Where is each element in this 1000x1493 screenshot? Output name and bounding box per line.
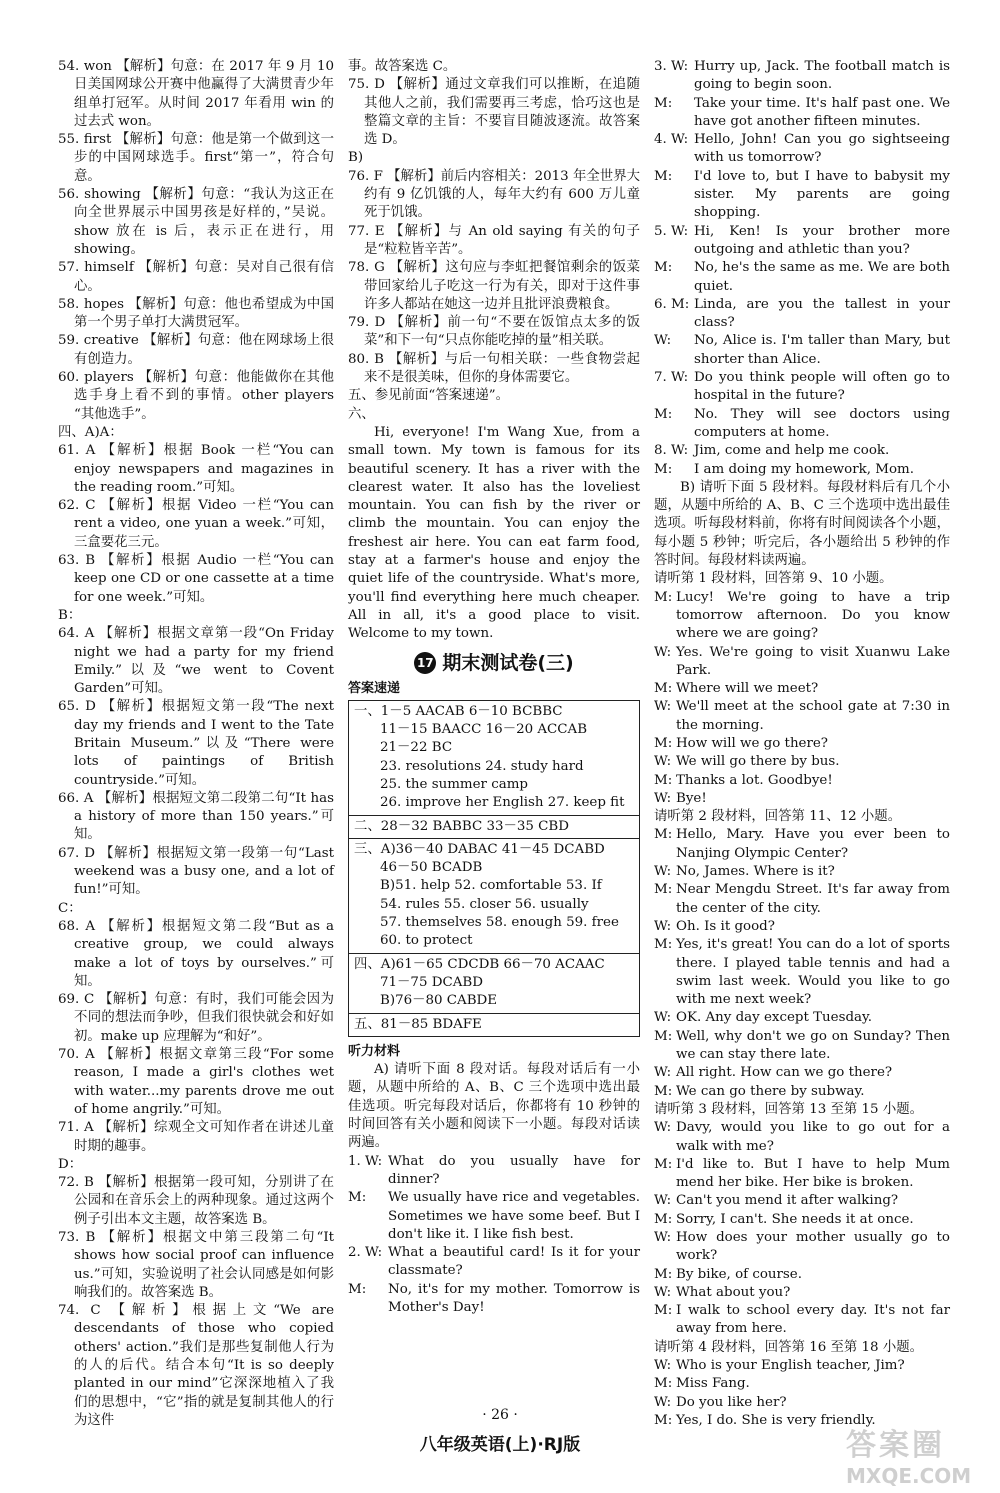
dialogue-line (654, 332, 950, 369)
exam-title-text: 期末测试卷(三) (442, 651, 574, 674)
dialogue-text: Jim, come and help me cook. (694, 443, 890, 459)
dialogue-line (654, 1375, 950, 1393)
explanation-item: 55. first 【解析】句意：他是第一个做到这一步的中国网球选手。first“第一”，符合句意。 (58, 132, 334, 184)
explanation-item: 74. C 【解析】根据上文“We are descendants of those who copied others' action.”我们是那些复制他人行为的人的后代。结合本句“It is so deeply planted in our mind”它深深地植入了我们的思想中，“它”指的就是复制其他人的行为这件 (58, 1303, 334, 1428)
speaker-label: W: (654, 1193, 672, 1209)
dialogue-speaker (654, 259, 694, 296)
dialogue-number: 1. (348, 1153, 361, 1169)
dialogue-text: By bike, of course. (676, 1266, 802, 1282)
explanation-item: 59. creative 【解析】句意：他在网球场上很有创造力。 (58, 333, 334, 367)
dialogue-number: 5. (654, 223, 667, 239)
dialogue-text: OK. Any day except Tuesday. (676, 1010, 873, 1026)
speaker-label: M: (654, 1303, 673, 1319)
dialogue-line (654, 1028, 950, 1065)
explanation-item: 61. A 【解析】根据 Book 一栏“You can enjoy newspapers and magazines in the reading room.”可知。 (58, 443, 334, 495)
dialogue-line (654, 1064, 950, 1082)
watermark-logo (846, 1420, 986, 1486)
dialogue-text: I walk to school every day. It's not far away from here. (676, 1303, 950, 1337)
dialogue-line (654, 826, 950, 863)
dialogue-text: We will go there by bus. (676, 754, 840, 770)
explanation-item: 67. D 【解析】根据短文第一段第一句“Last weekend was a busy one, and a lot of fun!”可知。 (58, 845, 334, 898)
dialogue-line (654, 1302, 950, 1339)
dialogue-line (654, 1266, 950, 1284)
explanation-item: 69. C 【解析】句意：有时，我们可能会因为不同的想法而争吵，但我们很快就会和好如初。make up 应理解为“和好”。 (58, 992, 334, 1044)
listening-intro: A) 请听下面 8 段对话。每段对话后有一小题，从题中所给的 A、B、C 三个选项中选出最佳选项。听完每段对话后，你都将有 10 秒钟的时间回答有关小题和阅读下一小题。每段对话读两遍。 (348, 1062, 640, 1151)
dialogue-text: Near Mengdu Street. It's far away from the center of the city. (676, 882, 950, 916)
dialogue-number: 8. (654, 443, 667, 459)
explanation-item: 71. A 【解析】综观全文可知作者在讲述儿童时期的趣事。 (58, 1120, 334, 1154)
explanation-item: 77. E 【解析】与 An old saying 有关的句子是“粒粒皆辛苦”。 (348, 223, 640, 257)
answer-key-line: 二、28－32 BABBC 33－35 CBD (354, 818, 569, 834)
section-label: 五、参见前面“答案速递”。 (348, 388, 509, 404)
dialogue-speaker (654, 296, 694, 333)
dialogue-line (654, 95, 950, 132)
explanation-item: 68. A 【解析】根据短文第二段“But as a creative group, we could always make a lot of toys by ourselves.”可知。 (58, 918, 334, 989)
explanation-item: 62. C 【解析】根据 Video 一栏“You can rent a video, one yuan a week.”可知，三盒要花三元。 (58, 498, 334, 550)
dialogue-line (654, 680, 950, 698)
dialogue-text: Miss Fang. (676, 1376, 750, 1392)
explanation-item: 58. hopes 【解析】句意：他也希望成为中国第一个男子单打大满贯冠军。 (58, 296, 334, 331)
speaker-label: M: (654, 937, 673, 953)
speaker-label: W: (671, 223, 689, 239)
dialogue-text: I am doing my homework, Mom. (694, 461, 914, 477)
answer-key-line: 四、A)61－65 CDCDB 66－70 ACAAC (354, 956, 605, 972)
dialogue-text: No, he's the same as me. We are both quiet. (694, 260, 950, 294)
dialogue-text: What about you? (676, 1284, 791, 1300)
explanation-item: 76. F 【解析】前后内容相关：2013 年全世界大约有 9 亿饥饿的人，每年大约有 600 万儿童死于饥饿。 (348, 168, 640, 221)
listening-heading: 听力材料 (348, 1043, 401, 1059)
dialogue-speaker (654, 369, 694, 406)
explanation-item: 70. A 【解析】根据文章第三段“For some reason, I made a girl's clothes wet with water...my parents drove me out of home angrily.”可知。 (58, 1047, 334, 1117)
dialogue-text: We'll meet at the school gate at 7:30 in the morning. (676, 699, 950, 733)
dialogue-speaker (654, 332, 694, 369)
dialogue-line (654, 223, 950, 260)
dialogue-line (348, 1281, 640, 1318)
speaker-label: W: (365, 1245, 383, 1261)
dialogue-text: No, James. Where is it? (676, 864, 835, 880)
speaker-label: W: (654, 790, 672, 806)
dialogue-line (654, 461, 950, 479)
speaker-label: M: (654, 1266, 673, 1282)
speaker-label: W: (654, 1065, 672, 1081)
speaker-label: M: (654, 406, 673, 422)
section-label: D： (58, 1156, 83, 1172)
dialogue-text: Hello, John! Can you go sightseeing with us tomorrow? (694, 132, 950, 166)
section-2-title: 请听第 2 段材料，回答第 11、12 小题。 (654, 809, 902, 825)
speaker-label: M: (654, 681, 673, 697)
part-b-intro: B) 请听下面 5 段材料。每段材料后有几个小题，从题中所给的 A、B、C 三个选项中选出最佳选项。听每段材料前，你将有时间阅读各个小题，每小题 5 秒钟；听完后，各小题给出 5 秒钟的作答时间。每段材料读两遍。 (654, 479, 950, 569)
dialogue-text: Linda, are you the tallest in your class? (694, 296, 950, 331)
speaker-label: W: (654, 1394, 672, 1410)
speaker-label: W: (654, 1230, 672, 1245)
section-3-title: 请听第 3 段材料，回答第 13 至第 15 小题。 (654, 1101, 923, 1117)
dialogue-line (654, 790, 950, 808)
dialogue-text: No, it's for my mother. Tomorrow is Mother's Day! (388, 1281, 640, 1315)
dialogue-number: 7. (654, 370, 667, 386)
dialogue-line (348, 1244, 640, 1281)
dialogue-text: Do you think people will often go to hospital in the future? (694, 370, 950, 404)
dialogue-line (654, 918, 950, 936)
speaker-label: M: (654, 1083, 673, 1099)
answer-key-line: 60. to protect (380, 933, 473, 949)
answer-key-row (349, 839, 639, 954)
answer-key-line: B)51. help 52. comfortable 53. If (380, 878, 602, 894)
dialogue-line (654, 131, 950, 168)
dialogue-speaker (348, 1244, 388, 1281)
speaker-label: M: (348, 1190, 367, 1206)
dialogue-text: I'd love to, but I have to babysit my sister. My parents are going shopping. (694, 168, 950, 221)
explanation-item: 80. B 【解析】与后一句相关联：一些食物尝起来不是很美味，但你的身体需要它。 (348, 351, 640, 386)
dialogue-line (654, 936, 950, 1009)
dialogue-number: 2. (348, 1245, 361, 1261)
dialogue-speaker (654, 131, 694, 168)
speaker-label: M: (654, 260, 673, 276)
speaker-label: W: (654, 864, 672, 880)
answer-key-line: 一、1－5 AACAB 6－10 BCBBC (354, 703, 563, 719)
dialogue-speaker (654, 95, 694, 132)
dialogue-text: Yes, I do. She is very friendly. (676, 1412, 876, 1428)
explanation-item: 73. B 【解析】根据文中第三段第二句“It shows how social proof can influence us.”可知，实验说明了社会认同感是如何影响我们的。故答案选 B。 (58, 1230, 334, 1300)
dialogue-speaker (654, 168, 694, 223)
dialogue-text: What do you usually have for dinner? (388, 1153, 640, 1187)
answer-key-line: 26. improve her English 27. keep fit (380, 795, 625, 811)
speaker-label: M: (654, 168, 673, 184)
speaker-label: W: (671, 59, 689, 74)
explanation-item: 57. himself 【解析】句意：吴对自己很有信心。 (58, 260, 334, 294)
speaker-label: M: (654, 882, 673, 898)
column-left (58, 58, 334, 1430)
dialogue-speaker (654, 442, 694, 460)
speaker-label: W: (654, 754, 672, 770)
explanation-item: 64. A 【解析】根据文章第一段“On Friday night we had a party for my friend Emily.”以及“we went to Covent Garden”可知。 (58, 626, 334, 697)
dialogue-text: Hello, Mary. Have you ever been to Nanjing Olympic Center? (676, 827, 950, 861)
dialogue-text: We usually have rice and vegetables. Sometimes we have some beef. But I don't like it. I like fish best. (388, 1190, 640, 1242)
dialogue-number: 6. (654, 296, 667, 312)
dialogue-line (654, 259, 950, 296)
speaker-label: W: (654, 1010, 672, 1026)
dialogue-speaker (654, 461, 694, 479)
answer-key-line: 71－75 DCABD (380, 974, 483, 990)
book-title: 八年级英语(上)·RJ版 (419, 1435, 581, 1455)
dialogue-line (654, 589, 950, 644)
speaker-label: M: (654, 827, 673, 843)
dialogue-line (654, 644, 950, 681)
dialogue-text: Well, why don't we go on Sunday? Then we can stay there late. (676, 1028, 950, 1063)
dialogue-line (654, 369, 950, 406)
dialogue-text: All right. How can we go there? (676, 1065, 893, 1081)
dialogue-line (654, 58, 950, 95)
watermark-line-1: 答案圈 (846, 1428, 945, 1463)
section-label: C： (58, 900, 82, 916)
speaker-label: W: (365, 1153, 383, 1169)
answer-key-row (349, 954, 639, 1014)
speaker-label: M: (671, 296, 690, 312)
speaker-label: M: (654, 1156, 673, 1172)
dialogue-number: 4. (654, 132, 667, 148)
dialogue-speaker (348, 1153, 388, 1190)
dialogue-text: Where will we meet? (676, 681, 819, 697)
dialogue-text: Yes. We're going to visit Xuanwu Lake Park. (676, 644, 950, 678)
answer-key-line: B)76－80 CABDE (380, 993, 498, 1009)
explanation-item: 79. D 【解析】前一句“不要在饭馆点太多的饭菜”和下一句“只点你能吃掉的量”相关联。 (348, 315, 640, 349)
dialogue-text: Bye! (676, 790, 707, 806)
column-right (654, 58, 950, 1430)
dialogue-line (654, 1083, 950, 1101)
speaker-label: M: (654, 589, 673, 605)
explanation-item: 54. won 【解析】句意：在 2017 年 9 月 10 日美国网球公开赛中他赢得了大满贯青少年组单打冠军。从时间 2017 年看用 win 的过去式 won。 (58, 59, 334, 129)
answer-key-line: 25. the summer camp (380, 776, 528, 792)
dialogue-line (654, 1192, 950, 1210)
speaker-label: W: (654, 1284, 672, 1300)
dialogue-line (654, 753, 950, 771)
answer-key-row (349, 1014, 639, 1036)
explanation-item: 60. players 【解析】句意：他能做你在其他选手身上看不到的事情。other players “其他选手”。 (58, 370, 334, 422)
dialogue-text: Sorry, I can't. She needs it at once. (676, 1211, 914, 1227)
answer-key-line: 57. themselves 58. enough 59. free (380, 915, 619, 931)
speaker-label: M: (654, 461, 673, 477)
dialogue-text: How will we go there? (676, 735, 828, 751)
section-4-title: 请听第 4 段材料，回答第 16 至第 18 小题。 (654, 1339, 923, 1355)
dialogue-line (654, 1119, 950, 1156)
answer-key-line: 11－15 BAACC 16－20 ACCAB (380, 722, 588, 738)
speaker-label: M: (348, 1281, 367, 1297)
dialogue-text: Davy, would you like to go out for a walk with me? (676, 1120, 950, 1154)
dialogue-line (654, 296, 950, 333)
explanation-item: 65. D 【解析】根据短文第一段“The next day my friends and I went to the Tate Britain Museum.”以及“There were lots of paintings of British countryside.”可知。 (58, 699, 334, 788)
dialogue-line (348, 1189, 640, 1244)
speaker-label: W: (654, 333, 672, 349)
speaker-label: M: (654, 1412, 673, 1428)
speaker-label: W: (671, 132, 689, 148)
exam-title (348, 650, 640, 676)
speaker-label: M: (654, 772, 673, 788)
dialogue-line (654, 1156, 950, 1193)
dialogue-speaker (654, 223, 694, 260)
dialogue-line (654, 863, 950, 881)
page-number: · 26 · (482, 1407, 518, 1423)
section-1-title: 请听第 1 段材料，回答第 9、10 小题。 (654, 571, 893, 587)
exam-number-badge: 17 (414, 652, 436, 674)
dialogue-line (654, 1009, 950, 1027)
explanation-item: 72. B 【解析】根据第一段可知，分别讲了在公园和在音乐会上的两种现象。通过这两个例子引出本文主题，故答案选 B。 (58, 1175, 334, 1227)
dialogue-text: Take your time. It's half past one. We have got another fifteen minutes. (694, 95, 950, 129)
dialogue-text: Can't you mend it after walking? (676, 1193, 899, 1209)
dialogue-line (654, 442, 950, 460)
speaker-label: W: (671, 370, 689, 386)
answer-key-line: 五、81－85 BDAFE (354, 1016, 482, 1032)
dialogue-text: Lucy! We're going to have a trip tomorrow afternoon. Do you know where we are going? (676, 589, 950, 642)
dialogue-text: Hurry up, Jack. The football match is going to begin soon. (694, 59, 950, 93)
speaker-label: M: (654, 95, 673, 111)
dialogue-line (654, 881, 950, 918)
answer-key-line: 三、A)36－40 DABAC 41－45 DCABD (354, 841, 605, 857)
dialogue-text: What a beautiful card! Is it for your classmate? (388, 1245, 640, 1279)
dialogue-text: I'd like to. But I have to help Mum mend her bike. Her bike is broken. (676, 1156, 950, 1191)
dialogue-line (654, 698, 950, 735)
dialogue-text: No, Alice is. I'm taller than Mary, but shorter than Alice. (694, 333, 950, 367)
answer-key-line: 23. resolutions 24. study hard (380, 758, 584, 774)
dialogue-speaker (348, 1281, 388, 1318)
dialogue-text: Thanks a lot. Goodbye! (676, 772, 833, 788)
dialogue-line (654, 1229, 950, 1266)
answer-key-line: 21－22 BC (380, 740, 453, 756)
dialogue-speaker (654, 58, 694, 95)
speaker-label: W: (654, 1358, 672, 1374)
dialogue-speaker (654, 406, 694, 443)
dialogue-line (654, 1284, 950, 1302)
speaker-label: W: (654, 1120, 672, 1136)
speaker-label: W: (654, 918, 672, 934)
explanation-item: 75. D 【解析】通过文章我们可以推断，在追随其他人之前，我们需要再三考虑，恰巧这也是整篇文章的主旨：不要盲目随波逐流。故答案选 D。 (348, 77, 640, 148)
speaker-label: M: (654, 1028, 673, 1044)
dialogue-line (348, 1153, 640, 1190)
explanation-item: 78. G 【解析】这句应与李虹把餐馆剩余的饭菜带回家给儿子吃这一行为有关，即对于这件事许多人都站在她这一边并且批评浪费粮食。 (348, 260, 640, 312)
dialogue-line (654, 168, 950, 223)
writing-sample: Hi, everyone! I'm Wang Xue, from a small town. My town is famous for its beautiful scenery. It has a river with the clearest water. It also has the loveliest mountain. You can fish by the river or climb the mountain. You can enjoy the freshest air here. You can eat farm food, stay at a farmer's house and enjoy the quiet life of the countryside. What's more, you'll find everything here much cheaper. All in all, it's a good place to visit. Welcome to my town. (348, 424, 640, 642)
explanation-item: 66. A 【解析】根据短文第二段第二句“It has a history of more than 150 years.”可知。 (58, 790, 334, 843)
section-label: B) (348, 150, 364, 166)
watermark-line-2: MXQE.COM (846, 1464, 972, 1488)
dialogue-line (654, 1357, 950, 1375)
speaker-label: W: (654, 644, 672, 660)
section-label: 六、 (348, 406, 375, 422)
speaker-label: M: (654, 735, 673, 751)
column-middle (348, 58, 640, 1317)
answer-key-line: 54. rules 55. closer 56. usually (380, 896, 589, 912)
speaker-label: W: (654, 699, 672, 715)
dialogue-text: Oh. Is it good? (676, 918, 775, 934)
section-label: 四、A)A： (58, 424, 123, 440)
dialogue-line (654, 772, 950, 790)
answer-key-line: 46－50 BCADB (380, 860, 483, 876)
dialogue-text: No. They will see doctors using computers at home. (694, 406, 950, 440)
answers-heading: 答案速递 (348, 680, 401, 696)
dialogue-number: 3. (654, 59, 667, 74)
dialogue-speaker (348, 1189, 388, 1244)
dialogue-line (654, 1211, 950, 1229)
dialogue-text: Hi, Ken! Is your brother more outgoing and athletic than you? (694, 223, 950, 257)
dialogue-text: Do you like her? (676, 1394, 787, 1410)
speaker-label: M: (654, 1376, 673, 1392)
explanation-item: 56. showing 【解析】句意：“我认为这正在向全世界展示中国男孩是好样的，”吴说。show 放在 is 后，表示正在进行，用 showing。 (58, 187, 334, 257)
dialogue-line (654, 406, 950, 443)
explanation-item: 63. B 【解析】根据 Audio 一栏“You can keep one CD or one cassette at a time for one week.”可知。 (58, 553, 334, 605)
dialogue-text: Who is your English teacher, Jim? (676, 1358, 905, 1374)
dialogue-text: How does your mother usually go to work? (676, 1230, 950, 1264)
answer-key-box (348, 700, 640, 1037)
dialogue-text: We can go there by subway. (676, 1083, 865, 1099)
section-label: 事。故答案选 C。 (348, 59, 457, 74)
answer-key-row (349, 816, 639, 839)
answer-key-row (349, 701, 639, 816)
section-label: B： (58, 607, 82, 623)
speaker-label: M: (654, 1211, 673, 1227)
dialogue-line (654, 735, 950, 753)
speaker-label: W: (671, 443, 689, 459)
dialogue-text: Yes, it's great! You can do a lot of sports there. I played table tennis and had a swim last week. Would you like to go with me next week? (676, 937, 950, 1008)
